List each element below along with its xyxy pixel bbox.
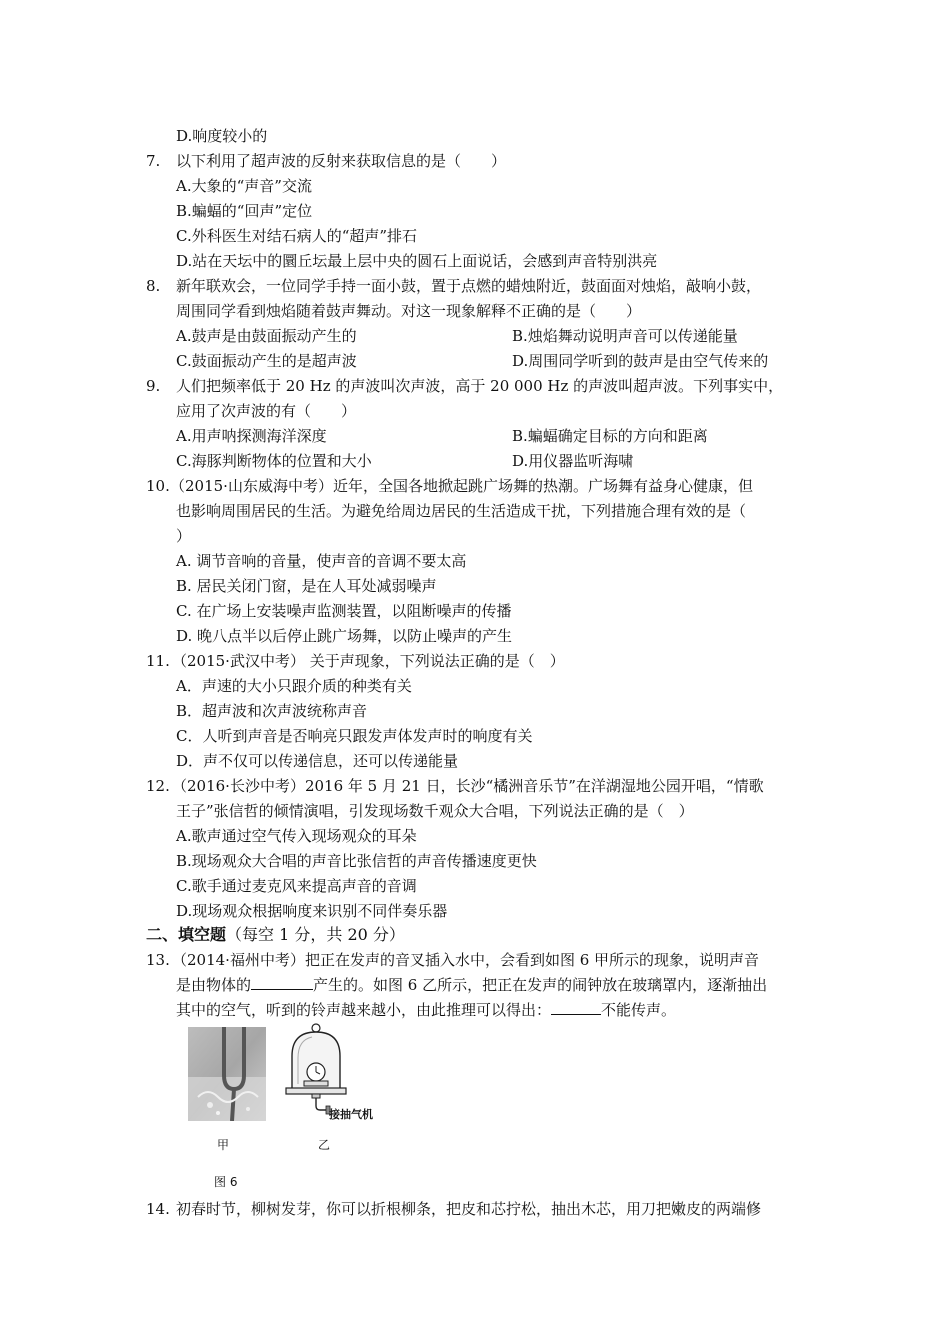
q9-stem-line1: 人们把频率低于 20 Hz 的声波叫次声波，高于 20 000 Hz 的声波叫超声波。下列事实中，: [176, 377, 784, 395]
q12-stem-line2: 王子”张信哲的倾情演唱，引发现场数千观众大合唱，下列说法正确的是（ ）: [176, 802, 694, 820]
q8-option-d: D.周围同学听到的鼓声是由空气传来的: [512, 352, 769, 370]
q7-option-c: C.外科医生对结石病人的“超声”排石: [176, 227, 418, 245]
q9-number: 9.: [146, 377, 161, 395]
q10-option-a: A. 调节音响的音量，使声音的音调不要太高: [176, 552, 467, 570]
q13-blank-1[interactable]: [251, 975, 313, 990]
q9-option-b: B.蝙蝠确定目标的方向和距离: [512, 427, 708, 445]
q8-stem-line1: 新年联欢会，一位同学手持一面小鼓，置于点燃的蜡烛附近，鼓面面对烛焰，敲响小鼓，: [176, 277, 762, 295]
q10-stem-line3: ）: [176, 527, 192, 545]
q11-stem: （2015·武汉中考） 关于声现象，下列说法正确的是（ ）: [172, 652, 565, 670]
tuning-fork-in-water-icon: [188, 1027, 266, 1121]
q12-option-c: C.歌手通过麦克风来提高声音的音调: [176, 877, 417, 895]
q10-number: 10.: [146, 477, 170, 495]
q11-option-a: A．声速的大小只跟介质的种类有关: [176, 677, 412, 695]
q11-option-d: D．声不仅可以传递信息，还可以传递能量: [176, 752, 459, 770]
q10-option-b: B. 居民关闭门窗，是在人耳处减弱噪声: [176, 577, 437, 595]
q8-stem-line2: 周围同学看到烛焰随着鼓声舞动。对这一现象解释不正确的是（ ）: [176, 302, 642, 320]
q13-blank-2[interactable]: [551, 1000, 601, 1015]
q13-stem-line2-part1: 是由物体的: [176, 976, 252, 994]
q8-option-b: B.烛焰舞动说明声音可以传递能量: [512, 327, 738, 345]
q12-option-d: D.现场观众根据响度来识别不同伴奏乐器: [176, 902, 448, 920]
q13-stem-line3-part1: 其中的空气，听到的铃声越来越小，由此推理可以得出：: [176, 1001, 552, 1019]
q10-stem-line2: 也影响周围居民的生活。为避免给周边居民的生活造成干扰，下列措施合理有效的是（: [176, 502, 747, 520]
q7-stem: 以下利用了超声波的反射来获取信息的是（ ）: [176, 152, 507, 170]
q10-option-d: D. 晚八点半以后停止跳广场舞，以防止噪声的产生: [176, 627, 513, 645]
q13-stem-line2: [176, 975, 767, 995]
figure-6-jia-tuning-fork-photo: [188, 1027, 266, 1121]
q8-number: 8.: [146, 277, 161, 295]
q12-number: 12.: [146, 777, 170, 795]
q8-option-c: C.鼓面振动产生的是超声波: [176, 352, 357, 370]
section-2-title: 二、填空题: [146, 925, 227, 944]
q7-option-b: B.蝙蝠的“回声”定位: [176, 202, 313, 220]
q6-option-d: D.响度较小的: [176, 127, 268, 145]
q11-option-c: C．人听到声音是否响亮只跟发声体发声时的响度有关: [176, 727, 533, 745]
q7-option-a: A.大象的“声音”交流: [176, 177, 312, 195]
q7-option-d: D.站在天坛中的圜丘坛最上层中央的圆石上面说话，会感到声音特别洪亮: [176, 252, 658, 270]
q14-stem: 初春时节，柳树发芽，你可以折根柳条，把皮和芯拧松，抽出木芯，用刀把嫩皮的两端修: [176, 1200, 762, 1218]
q12-option-a: A.歌声通过空气传入现场观众的耳朵: [176, 827, 417, 845]
q14-number: 14.: [146, 1200, 170, 1218]
figure-6-label-jia: 甲: [217, 1138, 230, 1152]
q9-option-d: D.用仪器监听海啸: [512, 452, 634, 470]
q12-option-b: B.现场观众大合唱的声音比张信哲的声音传播速度更快: [176, 852, 537, 870]
q13-stem-line3: [176, 1000, 676, 1020]
q10-stem-line1: （2015·山东威海中考）近年，全国各地掀起跳广场舞的热潮。广场舞有益身心健康，但: [170, 477, 753, 495]
q13-stem-line1: （2014·福州中考）把正在发声的音叉插入水中，会看到如图 6 甲所示的现象，说明声音: [172, 951, 760, 969]
section-2-heading: [146, 925, 405, 945]
q11-option-b: B．超声波和次声波统称声音: [176, 702, 368, 720]
q13-stem-line2-part2: 产生的。如图 6 乙所示，把正在发声的闹钟放在玻璃罩内，逐渐抽出: [313, 976, 768, 994]
q10-option-c: C. 在广场上安装噪声监测装置，以阻断噪声的传播: [176, 602, 512, 620]
q9-stem-line2: 应用了次声波的有（ ）: [176, 402, 357, 420]
figure-6-pump-label: 接抽气机: [329, 1108, 373, 1121]
q11-number: 11.: [146, 652, 170, 670]
q12-stem-line1: （2016·长沙中考）2016 年 5 月 21 日，长沙“橘洲音乐节”在洋湖湿地公园开唱，“情歌: [172, 777, 764, 795]
q9-option-c: C.海豚判断物体的位置和大小: [176, 452, 372, 470]
figure-6-label-yi: 乙: [318, 1138, 331, 1152]
q7-number: 7.: [146, 152, 161, 170]
q13-number: 13.: [146, 951, 170, 969]
q9-option-a: A.用声呐探测海洋深度: [176, 427, 327, 445]
figure-6-caption: 图 6: [214, 1175, 238, 1189]
q8-option-a: A.鼓声是由鼓面振动产生的: [176, 327, 357, 345]
section-2-note: （每空 1 分，共 20 分）: [226, 925, 405, 944]
q13-stem-line3-part2: 不能传声。: [601, 1001, 677, 1019]
